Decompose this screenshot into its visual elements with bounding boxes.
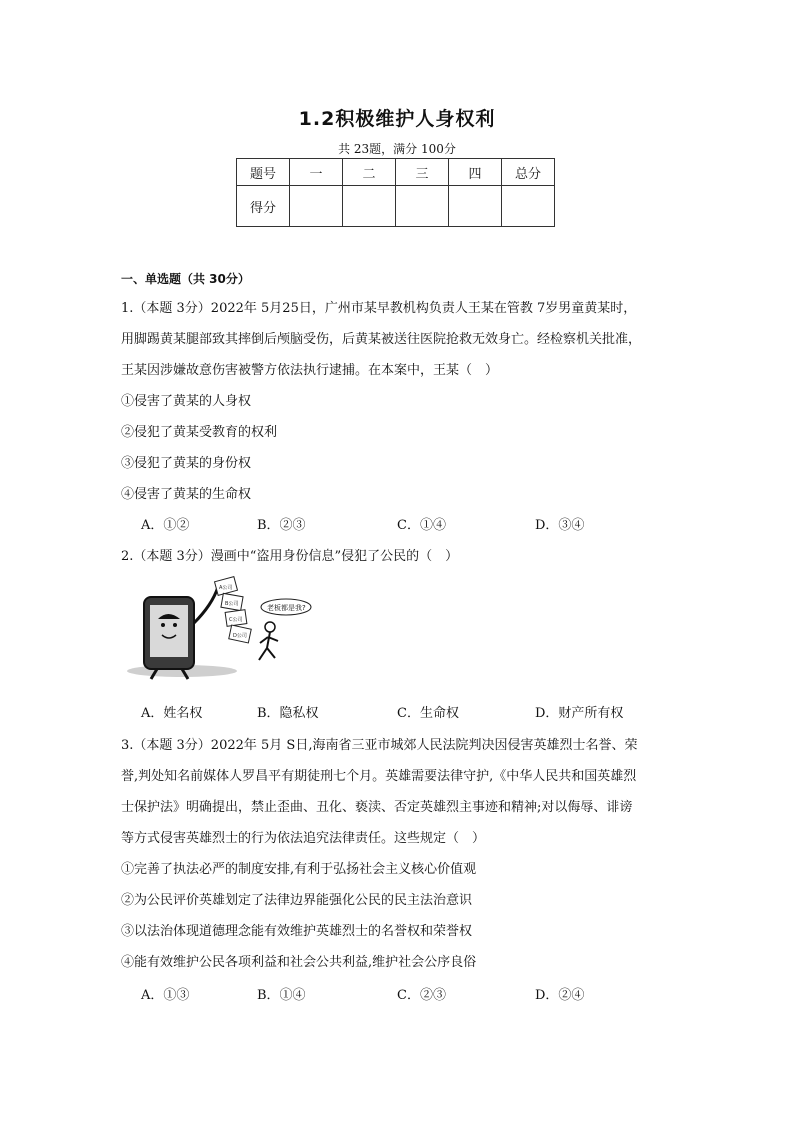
score-table-header-cell: 四 (449, 159, 502, 186)
score-table-header-cell: 三 (396, 159, 449, 186)
cartoon-paper-label: A公司 (219, 585, 233, 591)
score-table-header-cell: 一 (290, 159, 343, 186)
score-cell (343, 186, 396, 227)
q3-option-c[interactable]: C．②③ (397, 988, 446, 1003)
q3-item: ①完善了执法必严的制度安排,有利于弘扬社会主义核心价值观 (121, 862, 477, 877)
q1-option-b[interactable]: B．②③ (257, 518, 306, 533)
q2-option-b[interactable]: B．隐私权 (257, 706, 319, 721)
q2-option-a[interactable]: A．姓名权 (141, 706, 203, 721)
cartoon-paper-label: D公司 (233, 633, 247, 639)
score-cell (502, 186, 555, 227)
q3-item: ③以法治体现道德理念能有效维护英雄烈士的名誉权和荣誉权 (121, 924, 473, 939)
q3-stem-line: 士保护法》明确提出，禁止歪曲、丑化、亵渎、否定英雄烈主事迹和精神;对以侮辱、诽谤 (121, 800, 633, 815)
q1-item: ②侵犯了黄某受教育的权利 (121, 425, 278, 440)
q3-item: ②为公民评价英雄划定了法律边界能强化公民的民主法治意识 (121, 893, 473, 908)
q1-option-c[interactable]: C．①④ (397, 518, 446, 533)
score-table-header-cell: 总分 (502, 159, 555, 186)
q1-stem-line: 用脚踢黄某腿部致其摔倒后颅脑受伤，后黄某被送往医院抢救无效身亡。经检察机关批准， (121, 332, 642, 347)
score-table-score-row (237, 186, 555, 227)
score-table-header-cell: 二 (343, 159, 396, 186)
q2-option-d[interactable]: D．财产所有权 (535, 706, 624, 721)
q3-stem-line: 誉,判处知名前媒体人罗昌平有期徒刑七个月。英雄需要法律守护,《中华人民共和国英雄烈 (121, 769, 637, 784)
cartoon-paper-label: C公司 (229, 617, 243, 623)
q1-stem-line: 王某因涉嫌故意伤害被警方依法执行逮捕。在本案中，王某（ ） (121, 363, 499, 378)
q1-item: ③侵犯了黄某的身份权 (121, 456, 252, 471)
page-title: 1.2积极维护人身权利 (298, 108, 496, 130)
score-table-header-cell: 题号 (237, 159, 290, 186)
score-cell (290, 186, 343, 227)
score-cell (396, 186, 449, 227)
q3-option-b[interactable]: B．①④ (257, 988, 306, 1003)
q2-stem: 2.（本题 3分）漫画中“盗用身份信息”侵犯了公民的（ ） (121, 549, 459, 564)
cartoon-svg (122, 575, 312, 685)
q1-item: ①侵害了黄某的人身权 (121, 394, 252, 409)
score-table-header-row (237, 159, 555, 186)
q1-option-d[interactable]: D．③④ (535, 518, 585, 533)
q3-option-d[interactable]: D．②④ (535, 988, 585, 1003)
cartoon-speech: 老板都是我? (267, 604, 306, 612)
q1-stem-line: 1.（本题 3分）2022年 5月25日，广州市某早教机构负责人王某在管教 7岁男童黄某时， (121, 301, 637, 316)
q3-option-a[interactable]: A．①③ (141, 988, 190, 1003)
score-table-row-label: 得分 (237, 186, 290, 227)
score-cell (449, 186, 502, 227)
score-table (236, 158, 555, 227)
q2-option-c[interactable]: C．生命权 (397, 706, 459, 721)
q1-item: ④侵害了黄某的生命权 (121, 487, 252, 502)
q1-option-a[interactable]: A．①② (141, 518, 190, 533)
section-heading: 一、单选题（共 30分） (121, 272, 250, 286)
q3-item: ④能有效维护公民各项利益和社会公共利益,维护社会公序良俗 (121, 955, 477, 970)
page-subtitle: 共 23题，满分 100分 (338, 142, 456, 156)
cartoon-illustration (122, 575, 312, 685)
cartoon-paper-label: B公司 (225, 601, 239, 607)
q3-stem-line: 等方式侵害英雄烈士的行为依法追究法律责任。这些规定（ ） (121, 831, 486, 846)
q3-stem-line: 3.（本题 3分）2022年 5月 S日,海南省三亚市城郊人民法院判决因侵害英雄烈士名誉、荣 (121, 738, 638, 753)
